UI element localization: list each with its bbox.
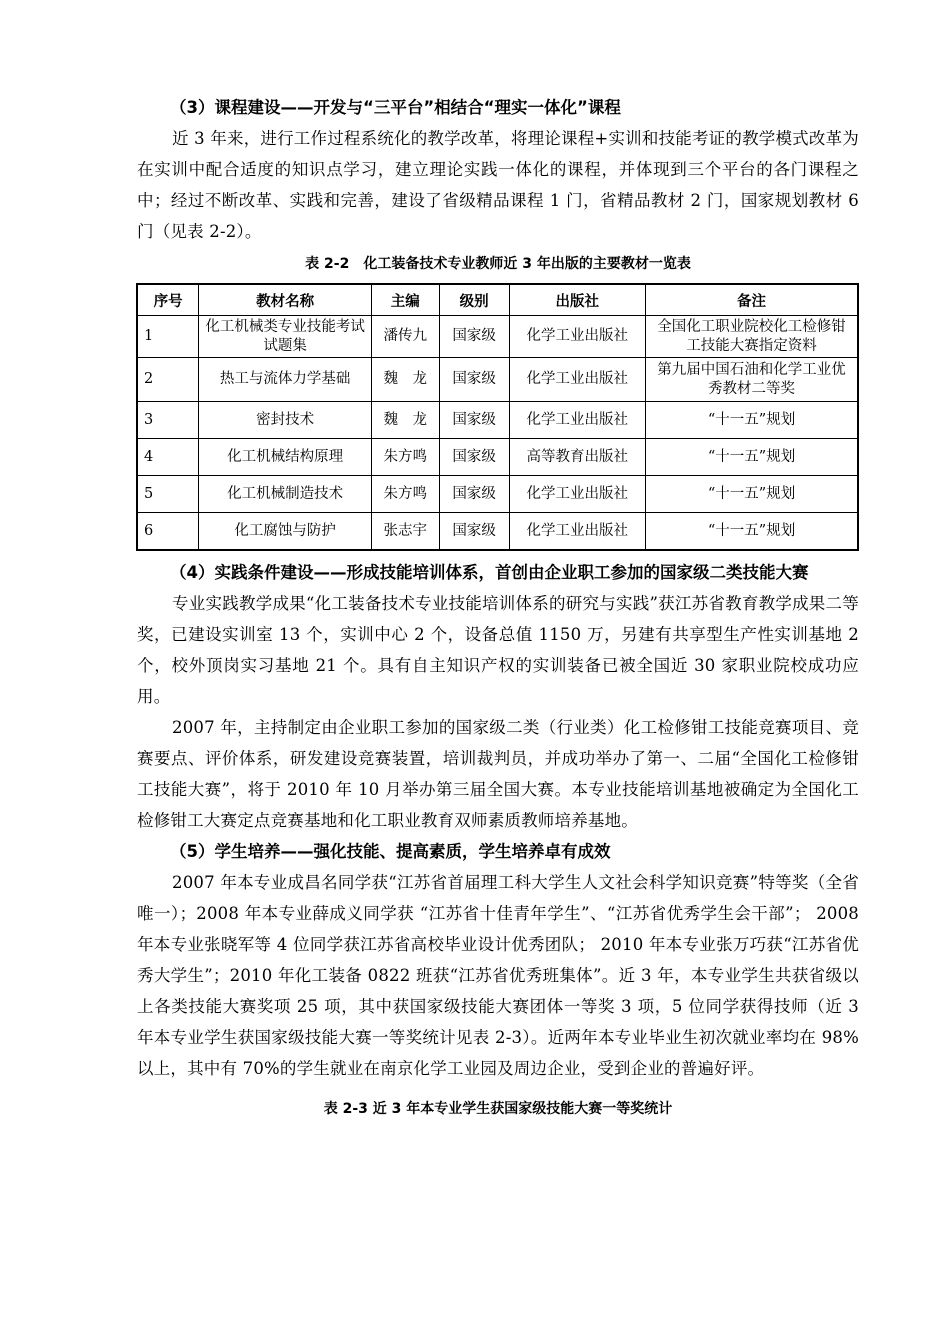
cell-level: 国家级 bbox=[439, 316, 509, 358]
cell-level: 国家级 bbox=[439, 513, 509, 551]
table-header-row bbox=[137, 284, 858, 316]
cell-no: 1 bbox=[137, 316, 199, 358]
section-5-paragraph: 2007 年本专业成昌名同学获“江苏省首届理工科大学生人文社会科学知识竞赛”特等奖（全省唯一）；2008 年本专业薛成义同学获 “江苏省十佳青年学生”、“江苏省优秀学生会干部”； 2008 年本专业张晓军等 4 位同学获江苏省高校毕业设计优秀团队； 2010 年本专业张万巧获“江苏省优秀大学生”；2010 年化工装备 0822 班获“江苏省优秀班集体”。近 3 年，本专业学生共获省级以上各类技能大赛奖项 25 项，其中获国家级技能大赛团体一等奖 3 项，5 位同学获得技师（近 3 年本专业学生获国家级技能大赛一等奖统计见表 2-3）。近两年本专业毕业生初次就业率均在 98%以上，其中有 70%的学生就业在南京化学工业园及周边企业，受到企业的普遍好评。 bbox=[137, 873, 859, 1078]
cell-name: 密封技术 bbox=[199, 402, 371, 439]
cell-note: 第九届中国石油和化学工业优秀教材二等奖 bbox=[646, 358, 858, 402]
table-row bbox=[137, 316, 858, 358]
table-2-3-caption: 表 2-3 近 3 年本专业学生获国家级技能大赛一等奖统计 bbox=[323, 1101, 673, 1117]
cell-level: 国家级 bbox=[439, 476, 509, 513]
cell-editor: 魏 龙 bbox=[371, 358, 439, 402]
header-note: 备注 bbox=[646, 284, 858, 316]
cell-no: 2 bbox=[137, 358, 199, 402]
cell-publisher: 化学工业出版社 bbox=[509, 476, 646, 513]
section-4-paragraph-2: 2007 年，主持制定由企业职工参加的国家级二类（行业类）化工检修钳工技能竞赛项目、竞赛要点、评价体系，研发建设竞赛装置，培训裁判员，并成功举办了第一、二届“全国化工检修钳工技能大赛”，将于 2010 年 10 月举办第三届全国大赛。本专业技能培训基地被确定为全国化工检修钳工大赛定点竞赛基地和化工职业教育双师素质教师培养基地。 bbox=[137, 718, 859, 830]
cell-name: 化工机械结构原理 bbox=[199, 439, 371, 476]
table-row bbox=[137, 358, 858, 402]
cell-editor: 朱方鸣 bbox=[371, 439, 439, 476]
header-no: 序号 bbox=[137, 284, 199, 316]
cell-no: 5 bbox=[137, 476, 199, 513]
cell-note: 全国化工职业院校化工检修钳工技能大赛指定资料 bbox=[646, 316, 858, 358]
header-editor: 主编 bbox=[371, 284, 439, 316]
cell-publisher: 化学工业出版社 bbox=[509, 358, 646, 402]
cell-note: “十一五”规划 bbox=[646, 513, 858, 551]
cell-publisher: 化学工业出版社 bbox=[509, 513, 646, 551]
cell-name: 热工与流体力学基础 bbox=[199, 358, 371, 402]
cell-level: 国家级 bbox=[439, 402, 509, 439]
cell-publisher: 高等教育出版社 bbox=[509, 439, 646, 476]
header-publisher: 出版社 bbox=[509, 284, 646, 316]
cell-no: 4 bbox=[137, 439, 199, 476]
header-level: 级别 bbox=[439, 284, 509, 316]
cell-editor: 潘传九 bbox=[371, 316, 439, 358]
cell-publisher: 化学工业出版社 bbox=[509, 316, 646, 358]
section-4-heading: （4）实践条件建设——形成技能培训体系，首创由企业职工参加的国家级二类技能大赛 bbox=[170, 563, 809, 582]
table-row bbox=[137, 476, 858, 513]
cell-level: 国家级 bbox=[439, 439, 509, 476]
cell-name: 化工机械类专业技能考试试题集 bbox=[199, 316, 371, 358]
cell-no: 6 bbox=[137, 513, 199, 551]
cell-level: 国家级 bbox=[439, 358, 509, 402]
cell-note: “十一五”规划 bbox=[646, 476, 858, 513]
cell-editor: 魏 龙 bbox=[371, 402, 439, 439]
cell-no: 3 bbox=[137, 402, 199, 439]
table-row bbox=[137, 402, 858, 439]
table-row bbox=[137, 513, 858, 551]
section-4-paragraph-1: 专业实践教学成果“化工装备技术专业技能培训体系的研究与实践”获江苏省教育教学成果二等奖，已建设实训室 13 个，实训中心 2 个，设备总值 1150 万，另建有共享型生产性实训基地 2 个，校外顶岗实习基地 21 个。具有自主知识产权的实训装备已被全国近 30 家职业院校成功应用。 bbox=[137, 594, 859, 706]
cell-note: “十一五”规划 bbox=[646, 439, 858, 476]
cell-name: 化工机械制造技术 bbox=[199, 476, 371, 513]
cell-name: 化工腐蚀与防护 bbox=[199, 513, 371, 551]
section-3-heading: （3）课程建设——开发与“三平台”相结合“理实一体化”课程 bbox=[170, 98, 621, 117]
cell-editor: 张志宇 bbox=[371, 513, 439, 551]
cell-note: “十一五”规划 bbox=[646, 402, 858, 439]
cell-editor: 朱方鸣 bbox=[371, 476, 439, 513]
document-page bbox=[137, 92, 859, 1128]
textbook-table bbox=[136, 283, 859, 551]
table-2-2-caption: 表 2-2 化工装备技术专业教师近 3 年出版的主要教材一览表 bbox=[305, 256, 691, 272]
section-3-paragraph: 近 3 年来，进行工作过程系统化的教学改革，将理论课程+实训和技能考证的教学模式改革为在实训中配合适度的知识点学习，建立理论实践一体化的课程，并体现到三个平台的各门课程之中；经过不断改革、实践和完善，建设了省级精品课程 1 门，省精品教材 2 门，国家规划教材 6 门（见表 2-2）。 bbox=[137, 129, 859, 241]
table-row bbox=[137, 439, 858, 476]
section-5-heading: （5）学生培养——强化技能、提高素质，学生培养卓有成效 bbox=[170, 842, 611, 861]
header-name: 教材名称 bbox=[199, 284, 371, 316]
cell-publisher: 化学工业出版社 bbox=[509, 402, 646, 439]
